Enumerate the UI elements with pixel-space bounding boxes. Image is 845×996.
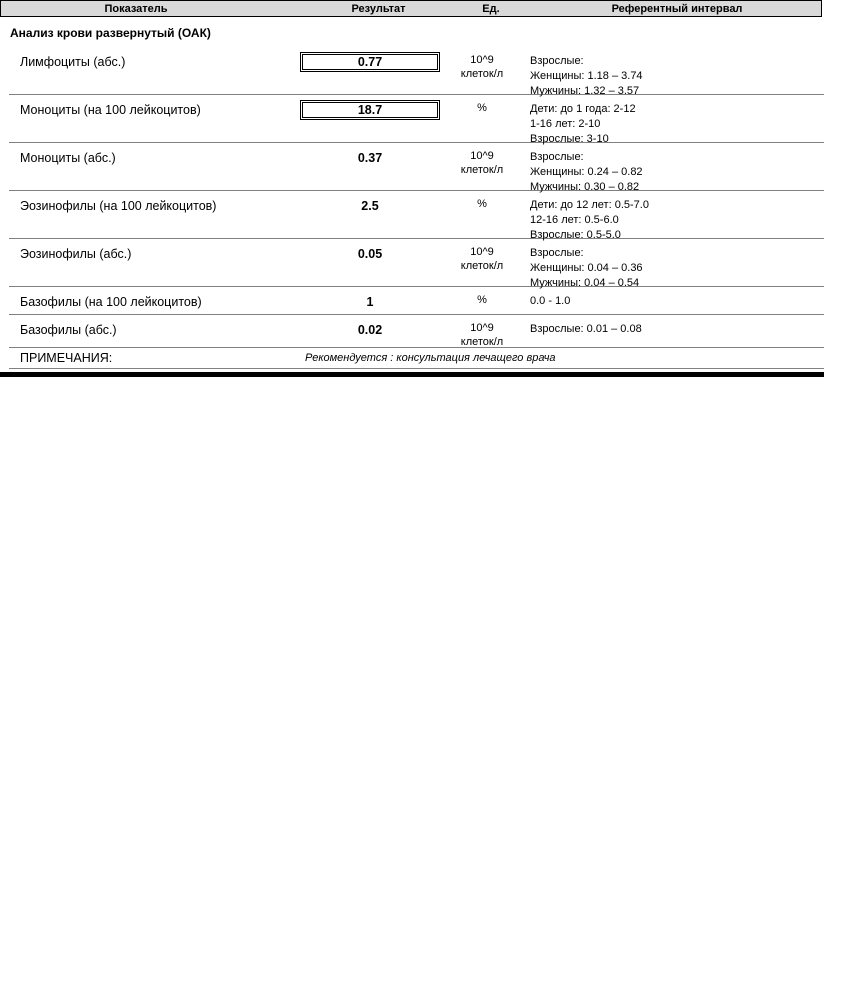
unit-line: клеток/л: [460, 164, 504, 176]
reference-line: Мужчины: 1.32 – 3.57: [530, 85, 640, 97]
notes-row: [9, 348, 824, 369]
reference-line: Взрослые:: [530, 151, 584, 163]
result-value: 2.5: [361, 199, 379, 213]
result-value: 0.05: [357, 247, 383, 261]
unit: [447, 197, 517, 211]
analyte-name: Моноциты (абс.): [20, 151, 116, 165]
reference-line: Мужчины: 0.04 – 0.54: [530, 277, 640, 289]
unit-line: клеток/л: [460, 260, 504, 272]
unit-line: %: [477, 102, 487, 114]
reference-line: Взрослые:: [530, 247, 584, 259]
reference-line: Взрослые: 3-10: [530, 133, 609, 145]
header-reference: Референтный интервал: [611, 3, 743, 15]
reference-interval: [530, 150, 820, 195]
reference-line: Мужчины: 0.30 – 0.82: [530, 181, 640, 193]
reference-line: 1-16 лет: 2-10: [530, 118, 601, 130]
table-row: [9, 287, 824, 315]
table-row: [9, 95, 824, 143]
reference-line: 0.0 - 1.0: [530, 295, 571, 307]
table-row: [9, 239, 824, 287]
unit-line: 10^9: [470, 322, 494, 334]
unit: [447, 149, 517, 177]
table-row: [9, 143, 824, 191]
unit-line: %: [477, 198, 487, 210]
reference-line: Взрослые: 0.01 – 0.08: [530, 323, 642, 335]
table-row: [9, 47, 824, 95]
reference-line: 12-16 лет: 0.5-6.0: [530, 214, 619, 226]
table-row: [9, 315, 824, 348]
flagged-result-value: 0.77: [300, 52, 440, 72]
reference-line: Женщины: 1.18 – 3.74: [530, 70, 643, 82]
reference-interval: [530, 322, 820, 337]
reference-line: Дети: до 1 года: 2-12: [530, 103, 636, 115]
header-result: Результат: [351, 3, 406, 15]
result-value: 0.37: [357, 151, 383, 165]
bottom-rule: [0, 372, 824, 377]
reference-line: Взрослые:: [530, 55, 584, 67]
reference-interval: [530, 246, 820, 291]
reference-line: Женщины: 0.24 – 0.82: [530, 166, 643, 178]
unit-line: клеток/л: [460, 68, 504, 80]
analyte-name: Базофилы (на 100 лейкоцитов): [20, 295, 202, 309]
header-unit: Ед.: [482, 3, 500, 15]
reference-line: Дети: до 12 лет: 0.5-7.0: [530, 199, 649, 211]
unit-line: клеток/л: [460, 336, 504, 348]
analyte-name: Лимфоциты (абс.): [20, 55, 126, 69]
reference-interval: [530, 102, 820, 147]
unit-line: %: [477, 294, 487, 306]
result-value: 0.02: [357, 323, 383, 337]
analyte-name: Эозинофилы (абс.): [20, 247, 132, 261]
unit: [447, 321, 517, 349]
reference-line: Женщины: 0.04 – 0.36: [530, 262, 643, 274]
unit-line: 10^9: [470, 54, 494, 66]
reference-interval: [530, 294, 820, 309]
reference-line: Взрослые: 0.5-5.0: [530, 229, 621, 241]
analyte-name: Моноциты (на 100 лейкоцитов): [20, 103, 201, 117]
flagged-result-value: 18.7: [300, 100, 440, 120]
table-row: [9, 191, 824, 239]
unit-line: 10^9: [470, 150, 494, 162]
analyte-name: Эозинофилы (на 100 лейкоцитов): [20, 199, 217, 213]
unit: [447, 293, 517, 307]
result-value: 1: [366, 295, 374, 309]
unit: [447, 101, 517, 115]
notes-label: ПРИМЕЧАНИЯ:: [20, 351, 113, 365]
reference-interval: [530, 54, 820, 99]
unit: [447, 245, 517, 273]
unit: [447, 53, 517, 81]
unit-line: 10^9: [470, 246, 494, 258]
header-name: Показатель: [104, 3, 168, 15]
reference-interval: [530, 198, 820, 243]
section-title: Анализ крови развернутый (ОАК): [10, 26, 211, 40]
notes-text: Рекомендуется : консультация лечащего врача: [305, 352, 556, 364]
table-header: [0, 0, 822, 17]
analyte-name: Базофилы (абс.): [20, 323, 117, 337]
